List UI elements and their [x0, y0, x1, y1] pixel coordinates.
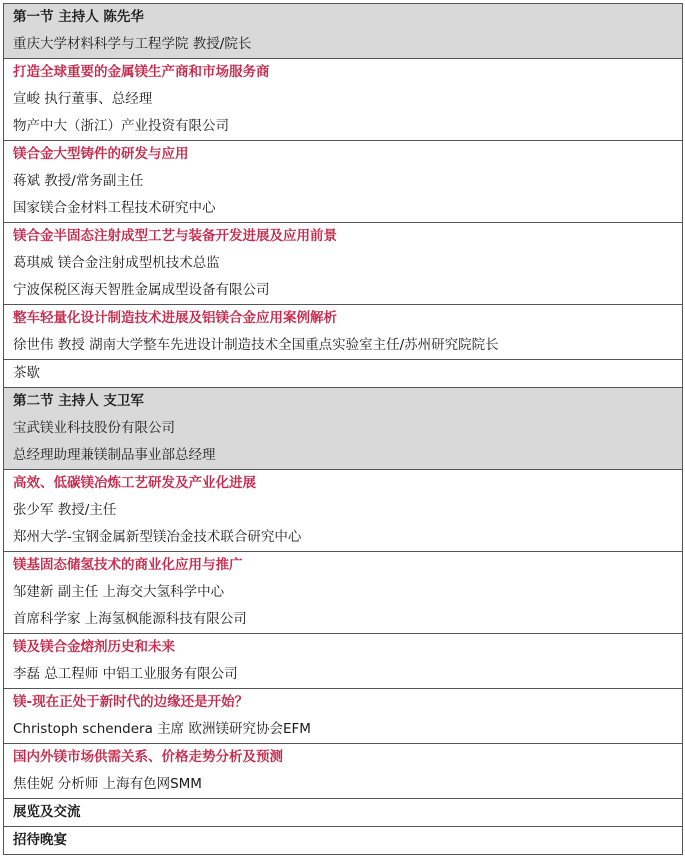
organization: 郑州大学-宝钢金属新型镁冶金技术联合研究中心: [13, 529, 302, 545]
speaker: 邹建新 副主任 上海交大氢科学中心: [13, 584, 225, 600]
break-row: [4, 360, 682, 388]
talk-row: [4, 552, 682, 634]
exhibition-row: [4, 799, 682, 827]
agenda-table: [3, 3, 683, 855]
exhibition-label: 展览及交流: [13, 804, 81, 820]
banquet-label: 招待晚宴: [13, 832, 67, 848]
organization: 物产中大（浙江）产业投资有限公司: [13, 118, 229, 134]
talk-title: 打造全球重要的金属镁生产商和市场服务商: [13, 64, 270, 80]
session-header: [4, 388, 682, 470]
speaker: 徐世伟 教授 湖南大学整车先进设计制造技术全国重点实验室主任/苏州研究院院长: [13, 337, 499, 353]
host-affiliation: 宝武镁业科技股份有限公司: [13, 420, 175, 436]
talk-row: [4, 141, 682, 223]
speaker: 焦佳妮 分析师 上海有色网SMM: [13, 776, 202, 792]
talk-title: 镁及镁合金熔剂历史和未来: [13, 639, 175, 655]
organization: 国家镁合金材料工程技术研究中心: [13, 200, 216, 216]
host-affiliation: 重庆大学材料科学与工程学院 教授/院长: [13, 36, 252, 52]
host-position: 总经理助理兼镁制品事业部总经理: [13, 447, 216, 463]
session-header: [4, 4, 682, 59]
talk-title: 整车轻量化设计制造技术进展及铝镁合金应用案例解析: [13, 310, 337, 326]
talk-row: [4, 634, 682, 689]
talk-row: [4, 223, 682, 305]
speaker: 张少军 教授/主任: [13, 502, 117, 518]
talk-row: [4, 744, 682, 799]
talk-row: [4, 689, 682, 744]
talk-row: [4, 59, 682, 141]
talk-title: 高效、低碳镁冶炼工艺研发及产业化进展: [13, 475, 256, 491]
speaker: 葛琪威 镁合金注射成型机技术总监: [13, 255, 220, 271]
talk-title: 镁合金半固态注射成型工艺与装备开发进展及应用前景: [13, 228, 337, 244]
session-title: 第二节 主持人 支卫军: [13, 393, 144, 409]
speaker: Christoph schendera 主席 欧洲镁研究协会EFM: [13, 721, 311, 737]
speaker: 李磊 总工程师 中铝工业服务有限公司: [13, 666, 238, 682]
organization: 宁波保税区海天智胜金属成型设备有限公司: [13, 282, 270, 298]
speaker: 蒋斌 教授/常务副主任: [13, 173, 144, 189]
talk-title: 镁基固态储氢技术的商业化应用与推广: [13, 557, 243, 573]
organization: 首席科学家 上海氢枫能源科技有限公司: [13, 611, 247, 627]
session-title: 第一节 主持人 陈先华: [13, 9, 144, 25]
speaker: 宣峻 执行董事、总经理: [13, 91, 153, 107]
talk-title: 镁-现在正处于新时代的边缘还是开始？: [13, 694, 249, 710]
talk-row: [4, 305, 682, 360]
talk-row: [4, 470, 682, 552]
talk-title: 镁合金大型铸件的研发与应用: [13, 146, 189, 162]
talk-title: 国内外镁市场供需关系、价格走势分析及预测: [13, 749, 283, 765]
break-label: 茶歇: [13, 365, 40, 381]
banquet-row: [4, 827, 682, 855]
